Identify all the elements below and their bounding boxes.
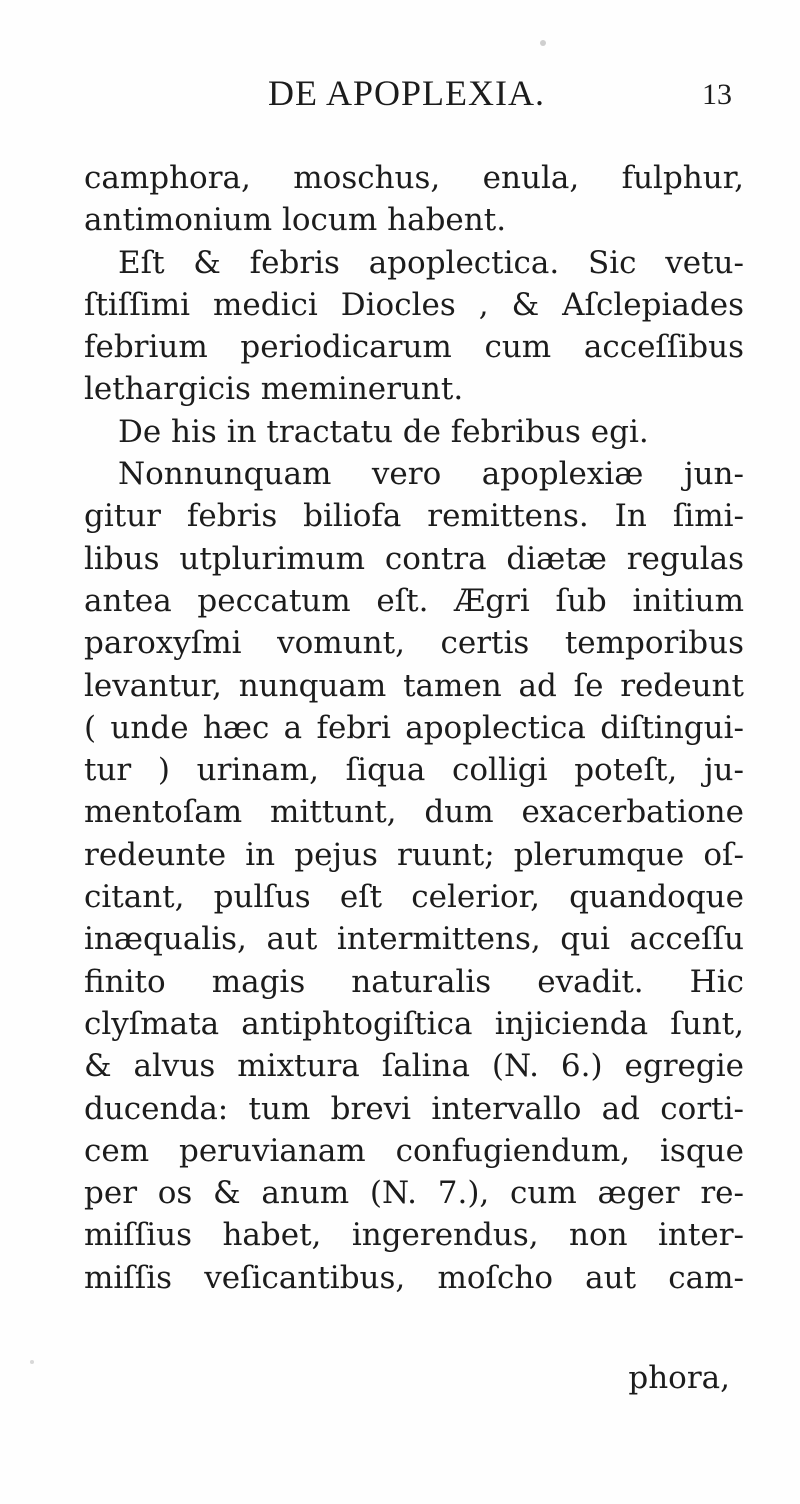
text-line: febrium periodicarum cum acceſſibus — [84, 329, 744, 366]
text-line: lethargicis meminerunt. — [84, 371, 464, 408]
text-line: gitur febris biliofa remittens. In ſimi- — [84, 498, 744, 535]
text-line: & alvus mixtura ſalina (N. 6.) egregie — [84, 1048, 744, 1085]
text-line: ducenda: tum brevi intervallo ad corti- — [84, 1090, 744, 1127]
text-line: camphora, moschus, enula, fulphur, — [84, 160, 744, 196]
text-line: cem peruvianam confugiendum, isque — [84, 1132, 744, 1169]
text-line: finito magis naturalis evadit. Hic — [84, 963, 744, 1000]
text-line: miſſis veſicantibus, moſcho aut cam- — [84, 1259, 744, 1296]
text-line: Eſt & febris apoplectica. Sic vetu- — [118, 244, 744, 281]
text-line: tur ) urinam, ſiqua colligi poteſt, ju- — [84, 752, 744, 789]
text-line: libus utplurimum contra diætæ regulas — [84, 540, 744, 577]
catchword: phora, — [628, 1360, 730, 1396]
text-line: levantur, nunquam tamen ad ſe redeunt — [84, 667, 744, 704]
page-spot — [30, 1360, 34, 1364]
text-line: mentoſam mittunt, dum exacerbatione — [84, 794, 744, 831]
page-header — [0, 72, 800, 132]
text-line: De his in tractatu de febribus egi. — [118, 413, 649, 450]
text-line: inæqualis, aut intermittens, qui acceſſu — [84, 921, 744, 958]
text-line: citant, pulſus eſt celerior, quandoque — [84, 879, 744, 916]
text-line: redeunte in pejus ruunt; plerumque oſ- — [84, 836, 744, 873]
text-line: ( unde hæc a febri apoplectica diſtingui- — [84, 709, 744, 746]
text-line: Nonnunquam vero apoplexiæ jun- — [118, 456, 744, 493]
text-line: paroxyſmi vomunt, certis temporibus — [84, 625, 744, 662]
running-head: DE APOPLEXIA. — [268, 73, 546, 113]
page-number: 13 — [702, 78, 732, 111]
text-line: ſtiſſimi medici Diocles , & Aſclepiades — [84, 286, 744, 323]
text-line: miſſius habet, ingerendus, non inter- — [84, 1217, 744, 1254]
body-text — [84, 157, 744, 1299]
text-line: antimonium locum habent. — [84, 202, 507, 239]
text-line: clyſmata antiphtogiſtica injicienda ſunt, — [84, 1005, 744, 1042]
page-spot — [540, 40, 546, 46]
text-line: antea peccatum eſt. Ægri ſub initium — [84, 582, 744, 619]
text-line: per os & anum (N. 7.), cum æger re- — [84, 1175, 744, 1212]
